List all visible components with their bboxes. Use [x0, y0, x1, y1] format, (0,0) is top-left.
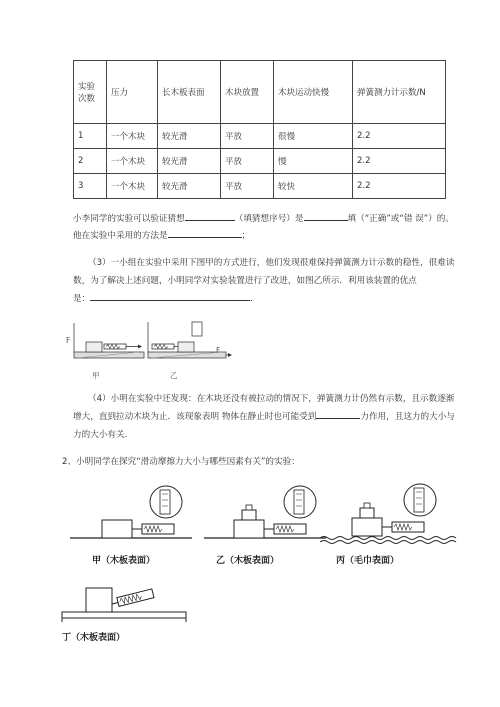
table-cell: 一个木块 — [107, 174, 158, 199]
paragraph-1-line-1 — [73, 210, 454, 228]
caption-bing: 丙（毛巾表面） — [336, 556, 400, 566]
weight-knob — [364, 503, 370, 508]
caption-ding: 丁（木板表面） — [62, 633, 126, 643]
table-cell: 较光滑 — [158, 124, 221, 149]
paragraph-3-line-2 — [73, 408, 455, 426]
answer-blank[interactable] — [316, 408, 360, 419]
text: 他在实验中采用的方法是 — [73, 231, 168, 241]
figure-ding — [60, 578, 190, 624]
table-header-cell: 压力 — [107, 61, 158, 124]
table-row — [74, 174, 446, 199]
towel-surface — [320, 537, 456, 540]
clamp — [192, 322, 202, 336]
text: 增大，直到拉动木块为止．该现象表明 物体在静止时也可能受到 — [73, 412, 317, 422]
scale-closeup — [294, 490, 304, 514]
label-yi: 乙 — [170, 371, 178, 380]
experiment-table — [73, 60, 446, 199]
label-jia: 甲 — [92, 371, 100, 380]
force-label-yi: F — [216, 346, 221, 355]
table-header-cell: 木块运动快慢 — [274, 61, 353, 124]
question-2: 2、小明同学在探究“滑动摩擦力大小与哪些因素有关”的实验： — [62, 457, 300, 467]
figure-row — [62, 478, 472, 546]
text: （填猜想序号）是 — [234, 214, 304, 224]
scale-closeup — [414, 488, 424, 512]
arrow-icon — [228, 353, 232, 357]
force-label-jia: F — [66, 336, 71, 345]
scale-closeup — [160, 490, 170, 514]
table-cell: 慢 — [274, 149, 353, 174]
paragraph-2-line-1: （3）一小组在实验中采用下图甲的方式进行，他们发现很难保持弹簧测力计示数的稳性，很难读 — [88, 258, 455, 268]
block-yi — [178, 342, 194, 352]
block — [86, 588, 112, 612]
block — [102, 520, 132, 538]
table-cell: 2 — [74, 149, 107, 174]
block — [234, 520, 264, 538]
spring-scale-tilted — [117, 589, 154, 606]
text: 力作用，且这力的大小与 — [360, 412, 455, 422]
weight-knob — [246, 505, 252, 510]
string — [112, 603, 118, 605]
text: 是： — [73, 294, 91, 304]
table-cell: 2.2 — [353, 124, 446, 149]
table-cell: 较快 — [274, 174, 353, 199]
paragraph-3-line-1: （4）小明在实验中还发现：在木块还没有被拉动的情况下，弹簧测力计仍然有示数，且示数逐渐 — [88, 394, 455, 404]
text: ． — [250, 294, 259, 304]
table-cell: 平放 — [221, 149, 274, 174]
answer-blank[interactable] — [168, 227, 242, 238]
caption-yi: 乙（木板表面） — [216, 556, 280, 566]
paragraph-1-line-2 — [73, 227, 250, 245]
table-header-row — [74, 61, 446, 124]
table-row — [74, 149, 446, 174]
table-header-cell: 弹簧测力计示数/N — [353, 61, 446, 124]
paragraph-2-line-3 — [73, 290, 259, 308]
paragraph-2-line-2: 数，为了解决上述问题，小明同学对实验装置进行了改进，如图乙所示．利用该装置的优点 — [73, 276, 417, 286]
paragraph-3-line-3: 力的大小有关． — [73, 430, 134, 440]
answer-blank[interactable] — [304, 210, 348, 221]
block — [352, 518, 382, 536]
table-row — [74, 124, 446, 149]
figure-jia-yi — [72, 318, 232, 370]
table-cell: 很慢 — [274, 124, 353, 149]
header-trials: 实验 次数 — [78, 82, 96, 104]
table-cell: 一个木块 — [107, 149, 158, 174]
answer-blank[interactable] — [90, 290, 250, 301]
text: ； — [241, 231, 251, 241]
table-header-cell: 木块放置 — [221, 61, 274, 124]
table-cell: 平放 — [221, 124, 274, 149]
board — [62, 612, 186, 618]
table-cell: 一个木块 — [107, 124, 158, 149]
table-cell: 较光滑 — [158, 174, 221, 199]
weight — [360, 508, 374, 518]
table-header-cell — [74, 61, 107, 124]
table-cell: 较光滑 — [158, 149, 221, 174]
towel-surface — [320, 541, 456, 544]
caption-jia: 甲（木板表面） — [92, 556, 156, 566]
answer-blank[interactable] — [185, 210, 235, 221]
table-header-cell: 长木板表面 — [158, 61, 221, 124]
table-cell: 3 — [74, 174, 107, 199]
table-cell: 2.2 — [353, 174, 446, 199]
text: 填（“正确”或“错 误”）的。 — [347, 214, 454, 224]
table-cell: 2.2 — [353, 149, 446, 174]
arrow-icon — [138, 345, 142, 349]
weight — [242, 510, 256, 520]
table-cell: 平放 — [221, 174, 274, 199]
block-jia — [86, 342, 102, 352]
table-cell: 1 — [74, 124, 107, 149]
text: 小李同学的实验可以验证猜想 — [73, 214, 185, 224]
